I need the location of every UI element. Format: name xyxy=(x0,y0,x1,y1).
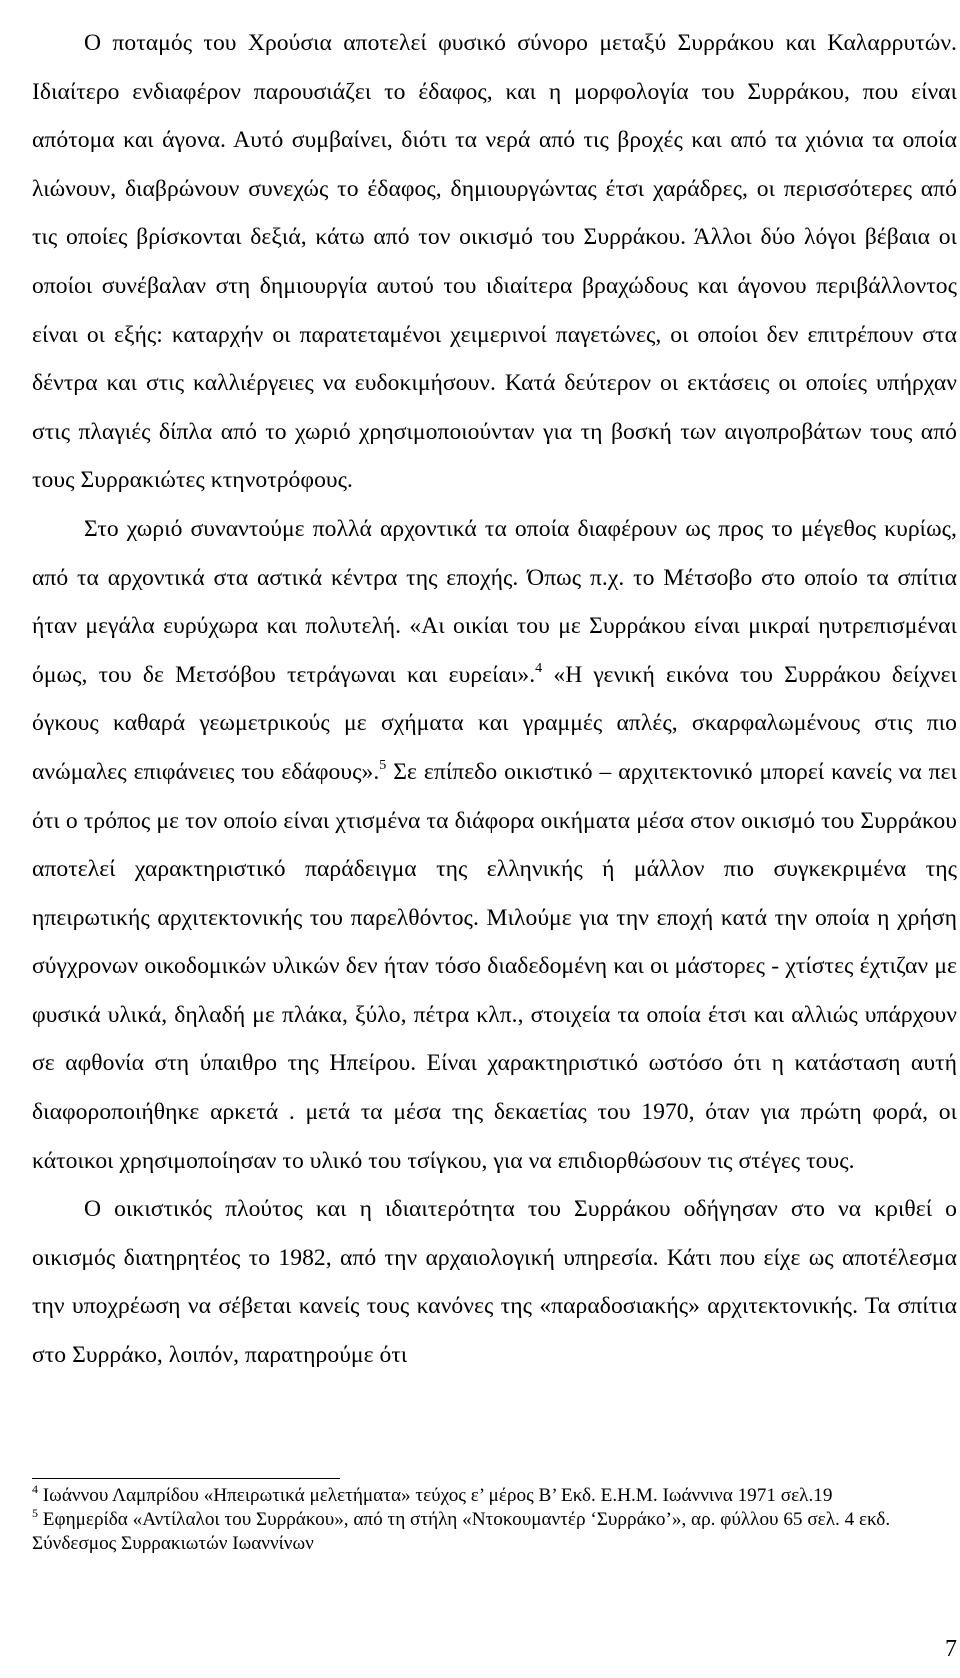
footnote-5-text: Εφημερίδα «Αντίλαλοι του Συρράκου», από τη στήλη «Ντοκουμαντέρ ‘Συρράκο’», αρ. φύλλου 65 σελ. 4 εκδ. Σύνδεσμος Συρρακιωτών Ιωαννίνων xyxy=(32,1508,891,1554)
paragraph-mansions-part-3: Σε επίπεδο οικιστικό – αρχιτεκτονικό μπορεί κανείς να πει ότι ο τρόπος με τον οποίο είναι χτισμένα τα διάφορα οικήματα μέσα στον οικισμό του Συρράκου αποτελεί χαρακτηριστικό παράδειγμα της ελληνικής ή μάλλον πιο συγκεκριμένα της ηπειρωτικής αρχιτεκτονικής του παρελθόντος. Μιλούμε για την εποχή κατά την οποία η χρήση σύγχρονων οικοδομικών υλικών δεν ήταν τόσο διαδεδομένη και οι μάστορες - χτίστες έχτιζαν με φυσικά υλικά, δηλαδή με πλάκα, ξύλο, πέτρα κλπ., στοιχεία τα οποία έτσι και αλλιώς υπάρχουν σε αφθονία στη ύπαιθρο της Ηπείρου. Είναι χαρακτηριστικό ωστόσο ότι η κατάσταση αυτή διαφοροποιήθηκε αρκετά . μετά τα μέσα της δεκαετίας του 1970, όταν για πρώτη φορά, οι κάτοικοι χρησιμοποίησαν το υλικό του τσίγκου, για να επιδιορθώσουν τις στέγες τους. xyxy=(32,758,958,1174)
paragraph-preservation: Ο οικιστικός πλούτος και η ιδιαιτερότητα του Συρράκου οδήγησαν στο να κριθεί ο οικισμός διατηρητέος το 1982, από την αρχαιολογική υπηρεσία. Κάτι που είχε ως αποτέλεσμα την υποχρέωση να σέβεται κανείς τους κανόνες της «παραδοσιακής» αρχιτεκτονικής. Τα σπίτια στο Συρράκο, λοιπόν, παρατηρούμε ότι xyxy=(32,1196,957,1369)
footnote-reference-5: 5 xyxy=(379,757,387,773)
footnote-4 xyxy=(32,1484,957,1508)
document-page xyxy=(32,0,957,1678)
page-number: 7 xyxy=(945,1636,957,1662)
paragraph-mansions-part-2: «Η γενική εικόνα του Συρράκου δείχνει όγκους καθαρά γεωμετρικούς με σχήματα και γραμμές απλές, σκαρφαλωμένους στις πιο ανώμαλες επιφάνειες του εδάφους». xyxy=(32,661,958,785)
footnote-number-4: 4 xyxy=(32,1482,38,1496)
footnote-4-text: Ιωάννου Λαμπρίδου «Ηπειρωτικά μελετήματα» τεύχος ε’ μέρος Β’ Εκδ. Ε.Η.Μ. Ιωάννινα 1971 σελ.19 xyxy=(38,1485,833,1506)
paragraph-mansions-part-1: Στο χωριό συναντούμε πολλά αρχοντικά τα οποία διαφέρουν ως προς το μέγεθος κυρίως, από τα αρχοντικά στα αστικά κέντρα της εποχής. Όπως π.χ. το Μέτσοβο στο οποίο τα σπίτια ήταν μεγάλα ευρύχωρα και πολυτελή. «Αι οικίαι του με Συρράκου είναι μικραί ηυτρεπισμέναι όμως, του δε Μετσόβου τετράγωναι και ευρείαι». xyxy=(32,515,957,688)
paragraph-mansions xyxy=(32,505,957,1185)
footnotes xyxy=(32,1484,957,1555)
footnote-separator xyxy=(32,1478,340,1479)
footnote-5 xyxy=(32,1505,957,1556)
paragraph-chrousias-river: Ο ποταμός του Χρούσια αποτελεί φυσικό σύνορο μεταξύ Συρράκου και Καλαρρυτών. Ιδιαίτερο ενδιαφέρον παρουσιάζει το έδαφος, και η μορφολογία του Συρράκου, που είναι απότομα και άγονα. Αυτό συμβαίνει, διότι τα νερά από τις βροχές και από τα χιόνια τα οποία λιώνουν, διαβρώνουν συνεχώς το έδαφος, δημιουργώντας έτσι χαράδρες, οι περισσότερες από τις οποίες βρίσκονται δεξιά, κάτω από τον οικισμό του Συρράκου. Άλλοι δύο λόγοι βέβαια οι οποίοι συνέβαλαν στη δημιουργία αυτού του ιδιαίτερα βραχώδους και άγονου περιβάλλοντος είναι οι εξής: καταρχήν οι παρατεταμένοι χειμερινοί παγετώνες, οι οποίοι δεν επιτρέπουν στα δέντρα και στις καλλιέργειες να ευδοκιμήσουν. Κατά δεύτερον οι εκτάσεις οι οποίες υπήρχαν στις πλαγιές δίπλα από το χωριό χρησιμοποιούνταν για τη βοσκή των αιγοπροβάτων τους από τους Συρρακιώτες κτηνοτρόφους. xyxy=(32,30,957,494)
body-text xyxy=(32,19,957,1380)
footnote-reference-4: 4 xyxy=(535,660,543,676)
footnote-number-5: 5 xyxy=(32,1505,38,1520)
